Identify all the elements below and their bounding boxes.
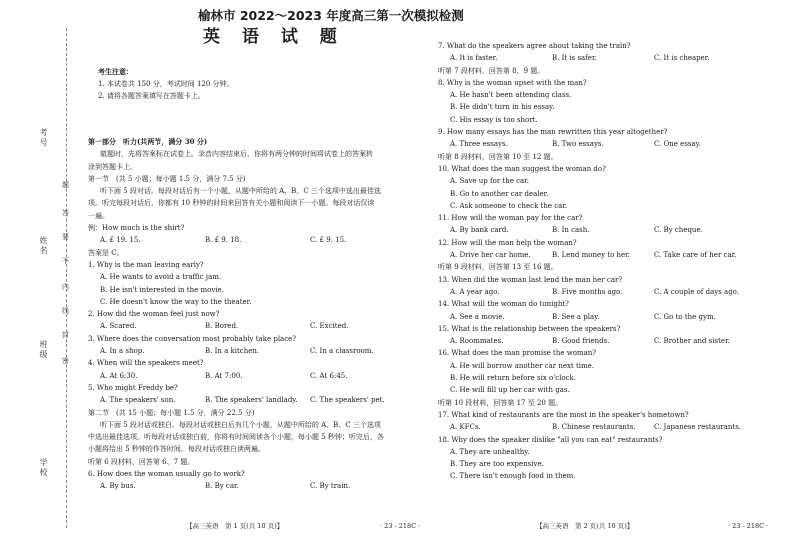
option: C. £ 9. 15. bbox=[310, 236, 347, 245]
notice-item: 2. 请将各题答案填写在答题卡上。 bbox=[98, 92, 205, 100]
seal-mark: 封 bbox=[62, 331, 69, 339]
option: B. He didn't turn in his essay. bbox=[450, 103, 555, 112]
question: 8. Why is the woman upset with the man? bbox=[438, 78, 587, 87]
question: 5. Who might Freddy be? bbox=[88, 383, 178, 392]
option: B. By car. bbox=[205, 482, 239, 491]
option: C. Go to the gym. bbox=[654, 312, 716, 321]
question: 4. When will the speakers meet? bbox=[88, 359, 204, 368]
option: B. Chinese restaurants. bbox=[552, 423, 636, 432]
option: A. It is faster. bbox=[450, 54, 498, 63]
part1-heading: 第一部分 听力(共两节，满分 30 分) bbox=[88, 137, 208, 146]
option: C. Ask someone to check the car. bbox=[450, 201, 568, 210]
question: 7. What do the speakers agree about taking the train? bbox=[438, 42, 631, 50]
seal-mark: 内 bbox=[62, 283, 69, 291]
question: 2. How did the woman feel just now? bbox=[88, 310, 220, 319]
option: C. Take care of her car. bbox=[654, 251, 737, 260]
option: C. He will fill up her car with gas. bbox=[450, 386, 570, 395]
seal-mark: 要 bbox=[62, 233, 69, 241]
notice-box bbox=[88, 58, 433, 122]
question-options bbox=[88, 480, 433, 492]
intro-line: 做题时，先将答案标在试卷上。录音内容结束后，你将有两分钟的时间将试卷上的答案转 bbox=[100, 150, 373, 159]
listen-note: 听第 6 段材料，回答第 6、7 题。 bbox=[88, 457, 195, 466]
question-options bbox=[438, 224, 780, 236]
section1-desc: 一遍。 bbox=[88, 211, 109, 220]
seal-mark: 题 bbox=[62, 181, 69, 189]
seal-mark: 密 bbox=[62, 357, 69, 365]
question-options bbox=[88, 345, 433, 357]
option: C. A couple of days ago. bbox=[654, 287, 739, 296]
section2-desc: 听下面 5 段对话或独白。每段对话或独白后有几个小题，从题中所给的 A、B、C 三个选项 bbox=[100, 420, 381, 429]
option: B. Go to another car dealer. bbox=[450, 189, 549, 198]
option: A. Drive her car home. bbox=[450, 251, 531, 260]
question: 12. How will the man help the woman? bbox=[438, 238, 577, 247]
listen-note: 听第 8 段材料，回答第 10 至 12 题。 bbox=[438, 152, 558, 161]
exam-subject: 英 语 试 题 bbox=[203, 27, 345, 47]
question: 3. Where does the conversation most probably take place? bbox=[88, 334, 297, 343]
question-options bbox=[438, 286, 780, 298]
xingming-label: 姓名 bbox=[39, 236, 48, 256]
question-options bbox=[438, 311, 780, 323]
page-footer: 【高三英语 第 1 页(共 10 页)】 bbox=[186, 522, 284, 530]
page-code: · 23 - 218C · bbox=[380, 522, 421, 530]
option: A. At 6:30. bbox=[100, 371, 138, 380]
question-options bbox=[88, 370, 433, 382]
intro-line: 涂到答题卡上。 bbox=[88, 162, 137, 171]
option: B. Lend money to her. bbox=[552, 251, 630, 260]
kaohao-label: 考号 bbox=[39, 128, 48, 148]
exam-title: 榆林市 2022～2023 年度高三第一次模拟检测 bbox=[198, 8, 464, 23]
option: B. Bored. bbox=[205, 322, 239, 331]
question-options bbox=[438, 138, 780, 150]
question-options bbox=[88, 394, 433, 406]
option: A. Roommates. bbox=[450, 337, 504, 346]
question: 15. What is the relationship between the speakers? bbox=[438, 324, 621, 333]
option: A. See a movie. bbox=[450, 312, 505, 321]
option: C. The speakers' pet. bbox=[310, 396, 385, 405]
option: A. KFCs. bbox=[450, 423, 481, 432]
option: B. It is safer. bbox=[552, 54, 597, 63]
option: B. At 7:00. bbox=[205, 371, 243, 380]
option: B. In a kitchen. bbox=[205, 347, 260, 356]
page-code: · 23 - 218C · bbox=[728, 522, 769, 530]
banji-label: 班级 bbox=[39, 340, 48, 360]
notice-heading: 考生注意： bbox=[98, 67, 133, 76]
section1-desc: 项。听完每段对话后，你都有 10 秒钟的时间来回答有关小题和阅读下一小题。每段对话仅读 bbox=[88, 199, 375, 208]
option: A. He will borrow another car next time. bbox=[450, 361, 595, 370]
question: 18. Why does the speaker dislike "all you can eat" restaurants? bbox=[438, 435, 663, 444]
option: C. His essay is too short. bbox=[450, 115, 538, 124]
question: 10. What does the man suggest the woman do? bbox=[438, 164, 606, 173]
option: B. In cash. bbox=[552, 226, 590, 235]
option: A. They are unhealthy. bbox=[450, 447, 530, 456]
question: 9. How many essays has the man rewritten this year altogether? bbox=[438, 128, 668, 137]
option: B. The speakers' landlady. bbox=[205, 396, 298, 405]
option: C. By cheque. bbox=[654, 226, 703, 235]
binding-strip bbox=[0, 0, 78, 544]
listen-note: 听第 10 段材料，回答第 17 至 20 题。 bbox=[438, 398, 563, 407]
question-options bbox=[438, 335, 780, 347]
option: A. Scared. bbox=[100, 322, 137, 331]
option: A. Save up for the car. bbox=[450, 177, 529, 186]
section2-desc: 小题将给出 5 秒钟的作答时间。每段对话或独白读两遍。 bbox=[88, 445, 265, 454]
question: 11. How will the woman pay for the car? bbox=[438, 214, 583, 223]
option: A. By bus. bbox=[100, 482, 136, 491]
option: B. Five months ago. bbox=[552, 287, 623, 296]
page-footer: 【高三英语 第 2 页(共 10 页)】 bbox=[536, 522, 634, 530]
notice-item: 1. 本试卷共 150 分，考试时间 120 分钟。 bbox=[98, 80, 234, 88]
option: C. In a classroom. bbox=[310, 347, 374, 356]
option: A. By bank card. bbox=[450, 226, 509, 235]
option: C. It is cheaper. bbox=[654, 54, 710, 63]
example-options bbox=[88, 234, 433, 246]
question: 16. What does the man promise the woman? bbox=[438, 349, 597, 358]
seal-mark: 答 bbox=[62, 209, 69, 217]
question: 1. Why is the man leaving early? bbox=[88, 260, 204, 269]
listen-note: 听第 9 段材料，回答第 13 至 16 题。 bbox=[438, 263, 558, 272]
left-body bbox=[88, 136, 433, 493]
question: 14. What will the woman do tonight? bbox=[438, 300, 569, 309]
xuexiao-label: 学校 bbox=[39, 458, 48, 478]
question-options bbox=[88, 320, 433, 332]
option: C. Excited. bbox=[310, 322, 349, 331]
option: C. One essay. bbox=[654, 140, 701, 149]
option: C. By train. bbox=[310, 482, 351, 491]
listen-note: 听第 7 段材料，回答第 8、9 题。 bbox=[438, 66, 545, 75]
section2-desc: 中选出最佳选项。听每段对话或独白前，你将有时间阅读各个小题，每小题 5 秒钟；听完后，各 bbox=[88, 433, 384, 442]
option: B. He isn't interested in the movie. bbox=[100, 285, 224, 294]
option: B. Two essays. bbox=[552, 140, 604, 149]
option: A. £ 19. 15. bbox=[100, 236, 141, 245]
question-options bbox=[438, 421, 780, 433]
example-question: 例：How much is the shirt? bbox=[88, 224, 185, 233]
seal-mark: 线 bbox=[62, 307, 69, 315]
option: A. He hasn't been attending class. bbox=[450, 91, 572, 100]
seal-line bbox=[66, 28, 67, 528]
option: B. He will return before six o'clock. bbox=[450, 374, 576, 383]
section1-desc: 听下面 5 段对话。每段对话后有一个小题，从题中所给的 A、B、C 三个选项中选出最佳选 bbox=[100, 187, 381, 196]
option: C. Brother and sister. bbox=[654, 337, 730, 346]
option: A. A year ago. bbox=[450, 287, 500, 296]
section2-heading: 第二节 (共 15 小题；每小题 1.5 分，满分 22.5 分) bbox=[88, 408, 255, 417]
option: B. Good friends. bbox=[552, 337, 610, 346]
question: 13. When did the woman last lend the man her car? bbox=[438, 275, 623, 284]
section1-heading: 第一节 (共 5 小题；每小题 1.5 分，满分 7.5 分) bbox=[88, 174, 246, 183]
option: A. He wants to avoid a traffic jam. bbox=[100, 273, 222, 282]
option: C. Japanese restaurants. bbox=[654, 423, 742, 432]
question-options bbox=[438, 52, 780, 64]
question: 6. How does the woman usually go to work? bbox=[88, 470, 245, 479]
option: B. £ 9. 18. bbox=[205, 236, 242, 245]
example-answer: 答案是 C。 bbox=[88, 248, 124, 257]
question: 17. What kind of restaurants are the most in the speaker's hometown? bbox=[438, 410, 689, 419]
option: C. He doesn't know the way to the theater. bbox=[100, 297, 252, 306]
option: A. In a shop. bbox=[100, 347, 145, 356]
right-body bbox=[438, 40, 780, 483]
option: C. There isn't enough food in them. bbox=[450, 472, 576, 481]
option: A. The speakers' son. bbox=[100, 396, 176, 405]
option: B. See a play. bbox=[552, 312, 600, 321]
option: C. At 6:45. bbox=[310, 371, 348, 380]
option: A. Three essays. bbox=[450, 140, 508, 149]
question-options bbox=[438, 249, 780, 261]
option: B. They are too expensive. bbox=[450, 460, 544, 469]
seal-mark: 不 bbox=[62, 257, 69, 265]
